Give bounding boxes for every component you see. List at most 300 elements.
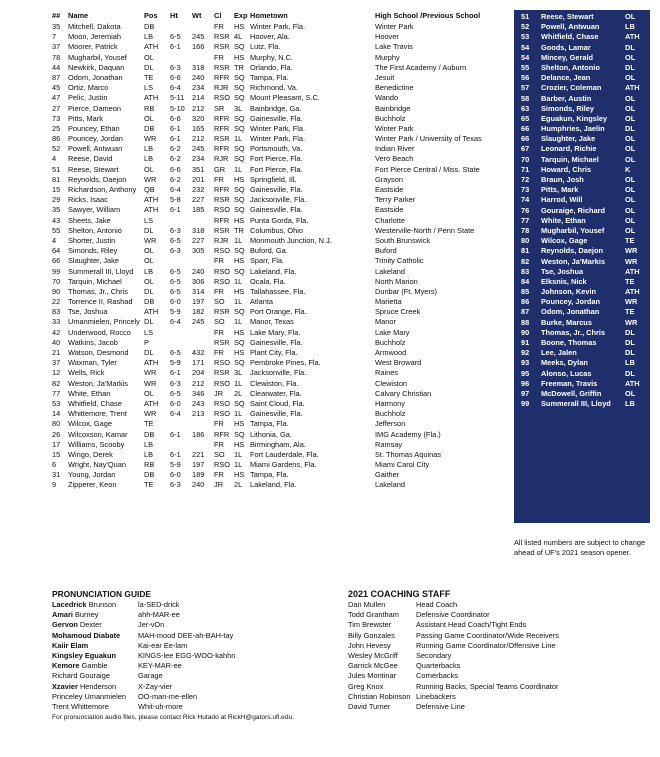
cell-name: Pelic, Justin <box>68 93 108 103</box>
table-row <box>52 154 512 164</box>
cell-name: Mugharbil, Yousef <box>68 52 127 62</box>
cell-weight: 166 <box>192 42 205 52</box>
cell-school: Wando <box>375 93 399 103</box>
cell-hometown: Clearwater, Fla. <box>250 388 302 398</box>
cell-weight: 185 <box>192 205 205 215</box>
cell-pos: TE <box>144 480 154 490</box>
cell-no: 86 <box>52 134 61 144</box>
cell-class: JR <box>214 480 224 490</box>
numerical-pos: DL <box>625 327 635 337</box>
pronunciation-text: X-Zay-vier <box>138 681 173 691</box>
numerical-pos: WR <box>625 246 638 256</box>
staff-name: Greg Knox <box>348 681 384 691</box>
numerical-no: 95 <box>521 368 530 378</box>
cell-no: 26 <box>52 429 61 439</box>
cell-class: RSO <box>214 358 231 368</box>
cell-name: Moorer, Patrick <box>68 42 118 52</box>
pronunciation-name <box>52 671 138 681</box>
cell-pos: LB <box>144 439 154 449</box>
cell-weight: 213 <box>192 409 205 419</box>
cell-hometown: Portsmouth, Va. <box>250 144 303 154</box>
numerical-no: 63 <box>521 103 530 113</box>
table-row <box>52 104 512 114</box>
cell-experience: 1L <box>234 235 243 245</box>
cell-experience: SQ <box>234 307 245 317</box>
cell-no: 9 <box>52 480 57 490</box>
list-item <box>514 318 650 328</box>
cell-weight: 240 <box>192 72 205 82</box>
cell-school: Eastside <box>375 185 404 194</box>
numerical-name: Burke, Marcus <box>541 317 592 327</box>
cell-pos: DB <box>144 22 155 31</box>
cell-experience: SQ <box>234 72 245 82</box>
cell-class: RJR <box>214 83 229 93</box>
cell-height <box>170 22 192 32</box>
list-item <box>514 185 650 195</box>
cell-class: RSO <box>214 378 231 388</box>
cell-hometown: Tampa, Fla. <box>250 470 289 480</box>
pronunciation-text: Whit-uh-more <box>138 701 183 711</box>
cell-pos: OL <box>144 388 154 398</box>
cell-height: 6-0 <box>170 297 181 307</box>
cell-hometown: Tallahassee, Fla. <box>250 286 306 296</box>
cell-class: FR <box>214 439 224 449</box>
cell-experience: SQ <box>234 93 245 103</box>
cell-experience: SQ <box>234 113 245 123</box>
numerical-no: 90 <box>521 327 530 337</box>
numerical-name: Crozier, Coleman <box>541 83 602 93</box>
numerical-no: 83 <box>521 266 530 276</box>
cell-experience: 1L <box>234 297 243 307</box>
cell-height: 5-9 <box>170 460 181 470</box>
cell-class: RSR <box>214 62 230 72</box>
numerical-no: 91 <box>521 338 530 347</box>
cell-school: Winter Park / University of Texas <box>375 134 482 144</box>
cell-name: Wells, Rick <box>68 368 105 378</box>
cell-school: Lake Mary <box>375 327 410 337</box>
list-item <box>514 379 650 389</box>
pronunciation-name <box>52 661 138 671</box>
staff-name: Wesley McGriff <box>348 650 398 660</box>
numerical-no: 65 <box>521 113 530 123</box>
cell-pos: LB <box>144 266 154 276</box>
cell-hometown: Lake Mary, Fla. <box>250 327 301 337</box>
cell-hometown: Sparr, Fla. <box>250 256 285 266</box>
roster-header-row <box>52 10 512 22</box>
pronunciation-name-bold: Amari <box>52 610 73 620</box>
cell-no: 21 <box>52 348 61 357</box>
cell-class: FR <box>214 470 224 480</box>
table-row <box>52 144 512 154</box>
cell-pos: ATH <box>144 307 159 317</box>
cell-no: 87 <box>52 72 61 82</box>
staff-name: Dan Mullen <box>348 600 386 609</box>
cell-pos: LB <box>144 144 154 154</box>
numerical-no: 74 <box>521 195 530 205</box>
cell-pos: ATH <box>144 205 159 215</box>
table-row <box>52 216 512 226</box>
list-item <box>348 692 648 702</box>
list-item <box>514 307 650 317</box>
cell-experience: 1L <box>234 409 243 419</box>
cell-experience: 1L <box>234 134 243 144</box>
cell-name: Williams, Scooby <box>68 439 125 449</box>
pronunciation-text: Jer-vOn <box>138 620 165 630</box>
cell-name: Reynolds, Daejon <box>68 174 127 184</box>
cell-class: GR <box>214 164 226 174</box>
cell-experience: SQ <box>234 398 245 408</box>
numerical-no: 84 <box>521 276 530 286</box>
cell-pos: WR <box>144 134 157 144</box>
numerical-name: Odom, Jonathan <box>541 307 600 317</box>
numerical-name: Shelton, Antonio <box>541 62 600 72</box>
numerical-pos: OL <box>625 185 636 195</box>
cell-class: RSO <box>214 93 231 103</box>
numerical-no: 58 <box>521 93 530 103</box>
cell-name: Shorter, Justin <box>68 235 116 245</box>
table-row <box>52 195 512 205</box>
cell-class: RSR <box>214 134 230 144</box>
numerical-no: 73 <box>521 185 530 195</box>
numerical-name: Summerall III, Lloyd <box>541 399 611 409</box>
table-row <box>52 175 512 185</box>
cell-weight: 165 <box>192 123 205 133</box>
coaching-staff-title: 2021 COACHING STAFF <box>348 589 451 599</box>
roster-table <box>52 10 512 491</box>
cell-name: Sheets, Jake <box>68 215 111 225</box>
table-row <box>52 399 512 409</box>
cell-class: RFR <box>214 123 230 133</box>
cell-name: Wingo, Derek <box>68 449 113 459</box>
header-school: High School /Previous School <box>375 11 481 20</box>
cell-name: Pouncey, Jordan <box>68 134 123 144</box>
cell-no: 70 <box>52 276 61 286</box>
cell-school: Lakeland <box>375 266 405 276</box>
cell-height <box>170 256 192 266</box>
numerical-name: Leonard, Richie <box>541 144 597 154</box>
pronunciation-name <box>52 641 138 651</box>
pronunciation-name-bold: Mohamoud Diabate <box>52 630 121 640</box>
cell-height: 6-0 <box>170 470 181 480</box>
numerical-pos: ATH <box>625 83 640 93</box>
cell-pos: P <box>144 337 149 347</box>
cell-name: White, Ethan <box>68 388 111 398</box>
numerical-no: 99 <box>521 399 530 409</box>
cell-height: 6-6 <box>170 113 181 123</box>
cell-name: Umanmielen, Princely <box>68 317 140 327</box>
list-item <box>514 267 650 277</box>
cell-school: Vero Beach <box>375 154 414 164</box>
cell-school: North Marion <box>375 276 418 286</box>
numerical-name: Johnson, Kevin <box>541 287 597 297</box>
cell-height <box>170 419 192 429</box>
cell-hometown: Gainesville, Fla. <box>250 205 303 215</box>
cell-weight: 320 <box>192 113 205 123</box>
list-item <box>52 610 332 620</box>
pronunciation-name-rest: Richard Gouraige <box>52 671 110 681</box>
table-row <box>52 307 512 317</box>
cell-class: RSR <box>214 32 230 42</box>
cell-class: SO <box>214 449 225 459</box>
cell-hometown: Columbus, Ohio <box>250 225 303 235</box>
pronunciation-name-rest: Brunson <box>86 600 117 609</box>
cell-pos: DB <box>144 297 155 307</box>
cell-height: 6-5 <box>170 235 181 245</box>
cell-height: 6-2 <box>170 174 181 184</box>
cell-hometown: Fort Pierce, Fla. <box>250 154 303 164</box>
pronunciation-name-rest: Dexter <box>77 620 102 630</box>
cell-no: 25 <box>52 123 61 133</box>
cell-hometown: Bainbridge, Ga. <box>250 103 302 113</box>
cell-hometown: Plant City, Fla. <box>250 348 298 357</box>
cell-height: 6-1 <box>170 134 181 144</box>
cell-weight: 197 <box>192 297 205 307</box>
cell-class: RFR <box>214 113 230 123</box>
list-item <box>514 83 650 93</box>
cell-no: 64 <box>52 246 61 256</box>
numerical-name: Eguakun, Kingsley <box>541 113 608 123</box>
cell-hometown: Lithonia, Ga. <box>250 429 292 439</box>
list-item <box>514 297 650 307</box>
cell-name: Simonds, Riley <box>68 246 118 256</box>
cell-experience: SQ <box>234 83 245 93</box>
table-row <box>52 409 512 419</box>
cell-pos: DB <box>144 470 155 480</box>
table-row <box>52 460 512 470</box>
cell-no: 6 <box>52 460 57 470</box>
numerical-name: Elksnis, Nick <box>541 276 587 286</box>
pronunciation-text: Kai-ear Ee-lam <box>138 640 188 650</box>
cell-height: 6-5 <box>170 388 181 398</box>
cell-experience: 1L <box>234 317 243 327</box>
cell-pos: LS <box>144 327 154 337</box>
list-item <box>348 600 648 610</box>
cell-school: Grayson <box>375 174 403 184</box>
cell-pos: OL <box>144 164 154 174</box>
header-exp: Exp <box>234 11 248 20</box>
cell-name: Wilcox, Gage <box>68 419 112 429</box>
numerical-no: 57 <box>521 83 530 93</box>
cell-hometown: Birmingham, Ala. <box>250 439 306 449</box>
cell-pos: ATH <box>144 195 159 205</box>
pronunciation-name-rest: Henderson <box>77 681 117 691</box>
cell-pos: QB <box>144 185 155 194</box>
numerical-no: 67 <box>521 144 530 154</box>
cell-name: Wilcoxson, Kamar <box>68 429 128 439</box>
table-row <box>52 134 512 144</box>
cell-name: Newkirk, Daquan <box>68 62 125 72</box>
list-item <box>348 661 648 671</box>
cell-school: IMG Academy (Fla.) <box>375 429 441 439</box>
cell-pos: DL <box>144 317 154 327</box>
cell-no: 44 <box>52 62 61 72</box>
cell-weight <box>192 216 214 226</box>
cell-height: 6-1 <box>170 368 181 378</box>
numerical-name: Barber, Austin <box>541 93 592 103</box>
cell-class: RSO <box>214 460 231 470</box>
cell-weight: 240 <box>192 266 205 276</box>
cell-hometown: Richmond, Va. <box>250 83 298 93</box>
cell-weight: 197 <box>192 460 205 470</box>
numerical-no: 71 <box>521 164 530 174</box>
cell-experience: SQ <box>234 358 245 368</box>
cell-pos: WR <box>144 368 157 378</box>
cell-class: SO <box>214 317 225 327</box>
numerical-no: 55 <box>521 62 530 72</box>
numerical-name: White, Ethan <box>541 215 586 225</box>
numerical-no: 80 <box>521 236 530 246</box>
list-item <box>514 73 650 83</box>
numerical-no: 77 <box>521 215 530 225</box>
cell-name: Weston, Ja'Markis <box>68 378 129 388</box>
cell-height: 6-5 <box>170 276 181 286</box>
cell-experience: SQ <box>234 429 245 439</box>
cell-pos: TE <box>144 419 154 429</box>
cell-pos: LS <box>144 215 154 225</box>
list-item <box>348 702 648 712</box>
cell-pos: DL <box>144 225 154 235</box>
cell-name: Whittemore, Trent <box>68 409 127 419</box>
list-item <box>514 43 650 53</box>
cell-hometown: Winter Park, Fla. <box>250 123 306 133</box>
cell-height: 6-6 <box>170 72 181 82</box>
cell-height: 6-1 <box>170 42 181 52</box>
cell-no: 29 <box>52 195 61 205</box>
cell-pos: DL <box>144 286 154 296</box>
cell-class: RSR <box>214 368 230 378</box>
pronunciation-name-rest: Gamble <box>79 661 108 671</box>
cell-no: 73 <box>52 113 61 123</box>
cell-class: FR <box>214 22 224 31</box>
cell-no: 4 <box>52 154 57 164</box>
cell-height: 6-6 <box>170 164 181 174</box>
numerical-pos: LB <box>625 358 635 368</box>
staff-name: Billy Gonzales <box>348 630 395 640</box>
list-item <box>514 12 650 22</box>
table-row <box>52 430 512 440</box>
list-item <box>514 277 650 287</box>
numerical-name: Reynolds, Daejon <box>541 246 604 256</box>
cell-name: Zipperer, Keon <box>68 480 117 490</box>
cell-school: Harmony <box>375 398 405 408</box>
staff-title: Passing Game Coordinator/Wide Receivers <box>416 630 559 640</box>
cell-hometown: Murphy, N.C. <box>250 52 293 62</box>
cell-height: 6-4 <box>170 409 181 419</box>
header-wt: Wt <box>192 11 202 20</box>
cell-experience: 4L <box>234 32 243 42</box>
pronunciation-title: PRONUNCIATION GUIDE <box>52 589 151 599</box>
numerical-pos: OL <box>625 134 636 144</box>
numerical-no: 66 <box>521 124 530 134</box>
cell-name: Waxman, Tyler <box>68 358 117 368</box>
cell-experience: 1L <box>234 449 243 459</box>
table-row <box>52 358 512 368</box>
numerical-no: 96 <box>521 378 530 388</box>
cell-name: Slaughter, Jake <box>68 256 119 266</box>
list-item <box>514 216 650 226</box>
cell-pos: TE <box>144 72 154 82</box>
pronunciation-name <box>52 620 138 630</box>
cell-pos: DB <box>144 429 155 439</box>
cell-school: The First Academy / Auburn <box>375 62 467 72</box>
staff-title: Quarterbacks <box>416 661 461 671</box>
cell-weight: 182 <box>192 307 205 317</box>
list-item <box>52 600 332 610</box>
numerical-pos: OL <box>625 154 636 164</box>
cell-experience: HS <box>234 348 245 357</box>
cell-name: Reese, David <box>68 154 113 164</box>
cell-experience: HS <box>234 286 245 296</box>
numerical-no: 88 <box>521 317 530 327</box>
cell-experience: SQ <box>234 123 245 133</box>
cell-hometown: Monmouth Junction, N.J. <box>250 235 332 245</box>
table-row <box>52 93 512 103</box>
cell-pos: OL <box>144 113 154 123</box>
cell-weight: 245 <box>192 144 205 154</box>
cell-weight: 212 <box>192 103 205 113</box>
cell-weight: 214 <box>192 93 205 103</box>
cell-school: Ramsay <box>375 439 403 449</box>
pronunciation-name-bold: Lacedrick <box>52 600 87 609</box>
cell-pos: OL <box>144 246 154 256</box>
table-row <box>52 317 512 327</box>
cell-weight: 171 <box>192 358 205 368</box>
numerical-pos: OL <box>625 195 636 205</box>
cell-height <box>170 216 192 226</box>
numerical-pos: LB <box>625 399 635 409</box>
numerical-pos: OL <box>625 225 636 235</box>
table-row <box>52 165 512 175</box>
cell-name: Sawyer, William <box>68 205 121 215</box>
cell-school: Murphy <box>375 52 400 62</box>
table-row <box>52 368 512 378</box>
cell-class: RSR <box>214 195 230 205</box>
list-item <box>514 114 650 124</box>
cell-no: 33 <box>52 317 61 327</box>
table-row <box>52 53 512 63</box>
staff-name: John Hevesy <box>348 640 391 650</box>
cell-weight <box>192 256 214 266</box>
cell-school: Winter Park <box>375 123 414 133</box>
numerical-pos: WR <box>625 297 638 307</box>
cell-name: Summerall III, Lloyd <box>68 266 134 276</box>
cell-experience: TR <box>234 225 244 235</box>
cell-hometown: Tampa, Fla. <box>250 72 289 82</box>
cell-name: Thomas, Jr., Chris <box>68 286 128 296</box>
list-item <box>514 358 650 368</box>
pronunciation-text: MAH-mood DEE-ah-BAH-tay <box>138 630 234 640</box>
cell-hometown: Fort Pierce, Fla. <box>250 164 303 174</box>
cell-weight: 240 <box>192 480 205 490</box>
staff-title: Head Coach <box>416 600 458 609</box>
cell-no: 90 <box>52 286 61 296</box>
cell-weight <box>192 53 214 63</box>
table-row <box>52 287 512 297</box>
staff-name: David Turner <box>348 701 391 711</box>
cell-hometown: Fort Lauderdale, Fla. <box>250 449 319 459</box>
cell-no: 35 <box>52 205 61 215</box>
pronunciation-name-rest: Burney <box>72 610 99 620</box>
cell-hometown: Orlando, Fla. <box>250 62 293 72</box>
cell-class: FR <box>214 286 224 296</box>
cell-name: Whitfield, Chase <box>68 398 122 408</box>
list-item <box>52 671 332 681</box>
table-row <box>52 124 512 134</box>
numerical-pos: OL <box>625 144 636 154</box>
cell-hometown: Lakeland, Fla. <box>250 480 297 490</box>
cell-weight: 245 <box>192 32 205 42</box>
cell-weight: 432 <box>192 348 205 357</box>
